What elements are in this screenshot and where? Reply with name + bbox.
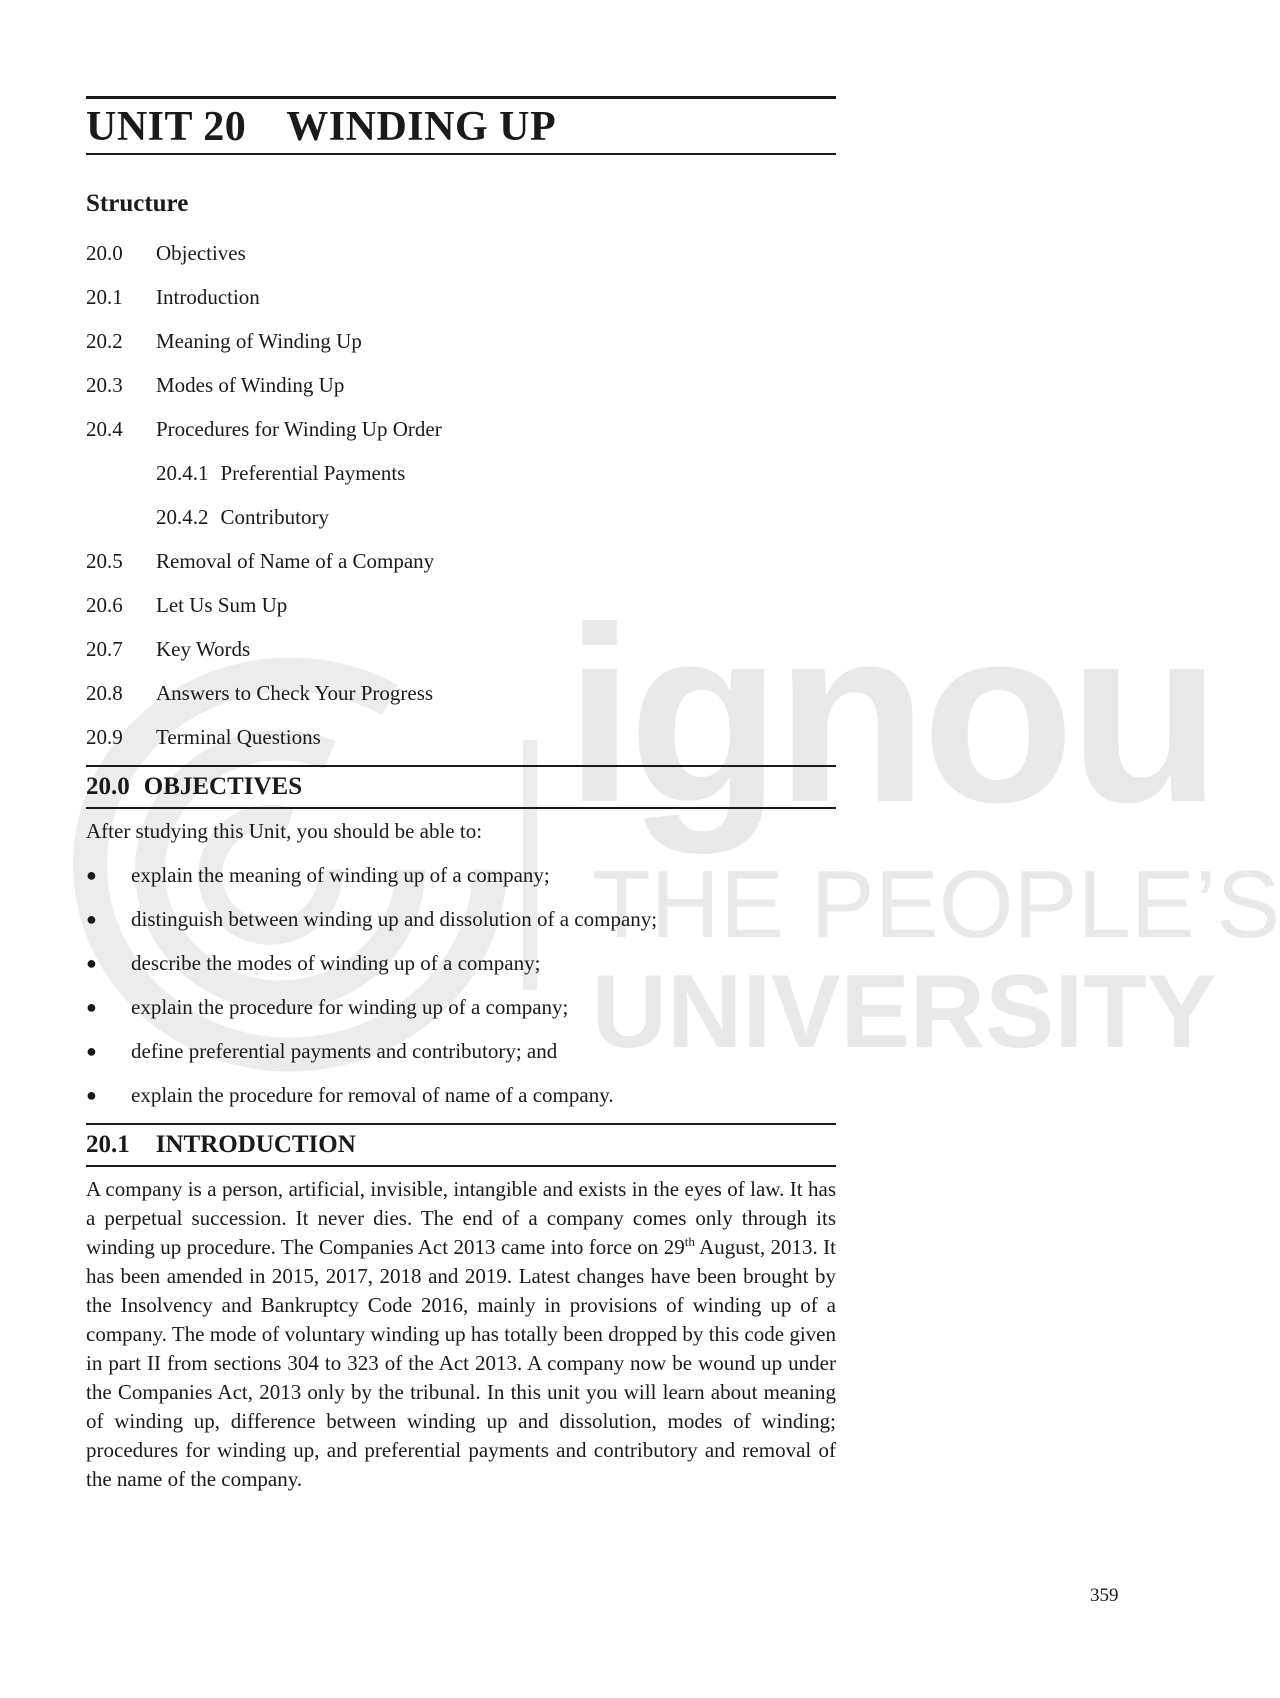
document-page: [86, 96, 836, 1494]
unit-number: UNIT 20: [86, 104, 247, 150]
toc-item-number: 20.8: [86, 681, 123, 705]
page-number: 359: [1090, 1585, 1119, 1606]
toc-item[interactable]: [86, 671, 836, 715]
introduction-heading: [86, 1123, 836, 1167]
toc-item-label: Procedures for Winding Up Order: [156, 417, 442, 441]
list-item: ● explain the procedure for winding up of a company;: [86, 985, 836, 1029]
toc-item[interactable]: [86, 627, 836, 671]
objectives-heading: [86, 765, 836, 809]
toc-item-label: Objectives: [156, 241, 246, 265]
section-number: 20.0: [86, 773, 130, 800]
structure-heading: Structure: [86, 190, 189, 217]
toc-item[interactable]: [86, 539, 836, 583]
list-item: ● explain the procedure for removal of name of a company.: [86, 1073, 836, 1117]
toc-item[interactable]: [86, 363, 836, 407]
toc-item-label: Modes of Winding Up: [156, 373, 345, 397]
table-of-contents: [86, 231, 836, 759]
toc-item-number: 20.2: [86, 329, 123, 353]
toc-item-label: Preferential Payments: [220, 461, 406, 485]
watermark-line2: UNIVERSITY: [592, 954, 1217, 1070]
unit-title: [86, 96, 836, 155]
toc-item[interactable]: [86, 715, 836, 759]
list-item: ● define preferential payments and contributory; and: [86, 1029, 836, 1073]
toc-item[interactable]: [86, 319, 836, 363]
introduction-paragraph: [86, 1175, 836, 1494]
toc-item[interactable]: [86, 407, 836, 451]
watermark-word: ignou: [565, 575, 1216, 854]
toc-item-label: Meaning of Winding Up: [156, 329, 362, 353]
section-title: OBJECTIVES: [143, 773, 303, 800]
toc-subitem[interactable]: [86, 451, 836, 495]
toc-item-number: 20.1: [86, 285, 123, 309]
toc-subitem[interactable]: [86, 495, 836, 539]
toc-item-number: 20.7: [86, 637, 123, 661]
toc-item[interactable]: [86, 583, 836, 627]
watermark-line1: THE PEOPLE’S: [592, 851, 1280, 958]
toc-item[interactable]: [86, 231, 836, 275]
toc-item-label: Answers to Check Your Progress: [156, 681, 434, 705]
section-number: 20.1: [86, 1131, 130, 1158]
toc-item-label: Introduction: [156, 285, 260, 309]
paragraph-text: August, 2013. It has been amended in 2015, 2017, 2018 and 2019. Latest changes have been brought by the Insolvency and Bankruptcy Code 2016, mainly in provisions of winding up of a company. The mode of voluntary winding up has totally been dropped by this code given in part II from sections 304 to 323 of the Act 2013. A company now be wound up under the Companies Act, 2013 only by the tribunal. In this unit you will learn about meaning of winding up, difference between winding up and dissolution, modes of winding; procedures for winding up, and preferential payments and contributory and removal of the name of the company.: [86, 1235, 836, 1491]
ordinal-suffix: th: [684, 1234, 695, 1249]
toc-item-number: 20.4.2: [156, 505, 209, 529]
toc-item-number: 20.9: [86, 725, 123, 749]
toc-item-number: 20.5: [86, 549, 123, 573]
toc-item[interactable]: [86, 275, 836, 319]
toc-item-number: 20.0: [86, 241, 123, 265]
toc-item-label: Removal of Name of a Company: [156, 549, 435, 573]
objectives-lead: After studying this Unit, you should be able to:: [86, 819, 483, 843]
list-item: ● describe the modes of winding up of a company;: [86, 941, 836, 985]
paragraph-text: A company is a person, artificial, invisible, intangible and exists in the eyes of law. It has a perpetual succession. It never dies. The end of a company comes only through its winding up procedure. The Companies Act 2013 came into force on 29: [86, 1177, 836, 1259]
toc-item-label: Terminal Questions: [156, 725, 321, 749]
list-item: ● explain the meaning of winding up of a company;: [86, 853, 836, 897]
objectives-list: [86, 853, 836, 1117]
toc-item-number: 20.3: [86, 373, 123, 397]
toc-item-label: Let Us Sum Up: [156, 593, 288, 617]
toc-item-label: Key Words: [156, 637, 251, 661]
toc-item-label: Contributory: [220, 505, 329, 529]
section-title: INTRODUCTION: [155, 1131, 356, 1158]
toc-item-number: 20.4.1: [156, 461, 209, 485]
unit-title-text: WINDING UP: [286, 104, 557, 150]
toc-item-number: 20.4: [86, 417, 123, 441]
toc-item-number: 20.6: [86, 593, 123, 617]
list-item: ● distinguish between winding up and dissolution of a company;: [86, 897, 836, 941]
